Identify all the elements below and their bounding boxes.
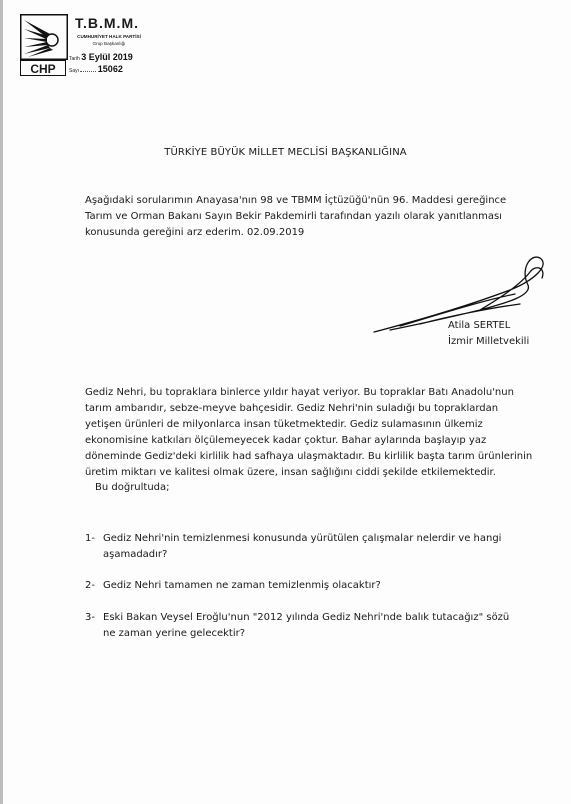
question-number: 1- [85, 533, 95, 544]
stamp-number-label: Sayı [69, 68, 80, 74]
stamp-logo-text: CHP [20, 60, 66, 76]
body-paragraph: Gediz Nehri, bu topraklara binlerce yıldır hayat veriyor. Bu topraklar Batı Anadolu'nun tarım ambarıdır, sebze-meyve bahçesidir. Gediz Nehri'nin suladığı bu topraklardan yetişen ürünleri de milyonlarca insan tüketmektedir. Gediz sulamasının ülkemiz ekonomisine katkıları ölçülemeyecek kadar çoktur. Bahar aylarında başlayıp yaz döneminde Gediz'deki kirlilik had safhaya ulaşmaktadır. Bu kirlilik başta tarım ürünlerinin üretim miktarı ve kalitesi olmak üzere, insan sağlığını ciddi şekilde etkilemektedir. [85, 387, 533, 478]
chp-arrows-logo [20, 14, 68, 60]
stamp-number-row [69, 64, 123, 74]
stamp-date-value: 3 Eylül 2019 [81, 52, 133, 62]
question-text: Gediz Nehri tamamen ne zaman temizlenmiş olacaktır? [103, 580, 381, 591]
stamp-date-row [69, 52, 133, 62]
question-number: 3- [85, 612, 95, 623]
stamp-dots [80, 71, 96, 72]
question-number: 2- [85, 580, 95, 591]
scan-edge [0, 0, 3, 804]
incoming-stamp [20, 14, 145, 76]
stamp-date-label: Tarih [69, 56, 80, 62]
lead-line: Bu doğrultuda; [95, 482, 170, 493]
stamp-party: CUMHURİYET HALK PARTİSİ [77, 34, 141, 39]
document-title: TÜRKİYE BÜYÜK MİLLET MECLİSİ BAŞKANLIĞINA [164, 147, 407, 158]
signer-title: İzmir Milletvekili [448, 336, 530, 347]
intro-paragraph: Aşağıdaki sorularımın Anayasa'nın 98 ve TBMM İçtüzüğü'nün 96. Maddesi gereğince Tarım ve Orman Bakanı Sayın Bekir Pakdemirli tarafından yazılı olarak yanıtlanması konusunda gereğini arz ederim. 02.09.2019 [85, 195, 507, 238]
stamp-group: Grup Başkanlığı [92, 41, 126, 46]
stamp-number-value: 15062 [97, 64, 123, 74]
question-text: Eski Bakan Veysel Eroğlu'nun "2012 yılında Gediz Nehri'nde balık tutacağız" sözü ne zaman yerine gelecektir? [103, 612, 510, 639]
question-text: Gediz Nehri'nin temizlenmesi konusunda yürütülen çalışmalar nelerdir ve hangi aşamadadır? [103, 533, 502, 560]
signer-name: Atila SERTEL [448, 320, 511, 331]
stamp-title: T.B.M.M. [75, 15, 139, 31]
